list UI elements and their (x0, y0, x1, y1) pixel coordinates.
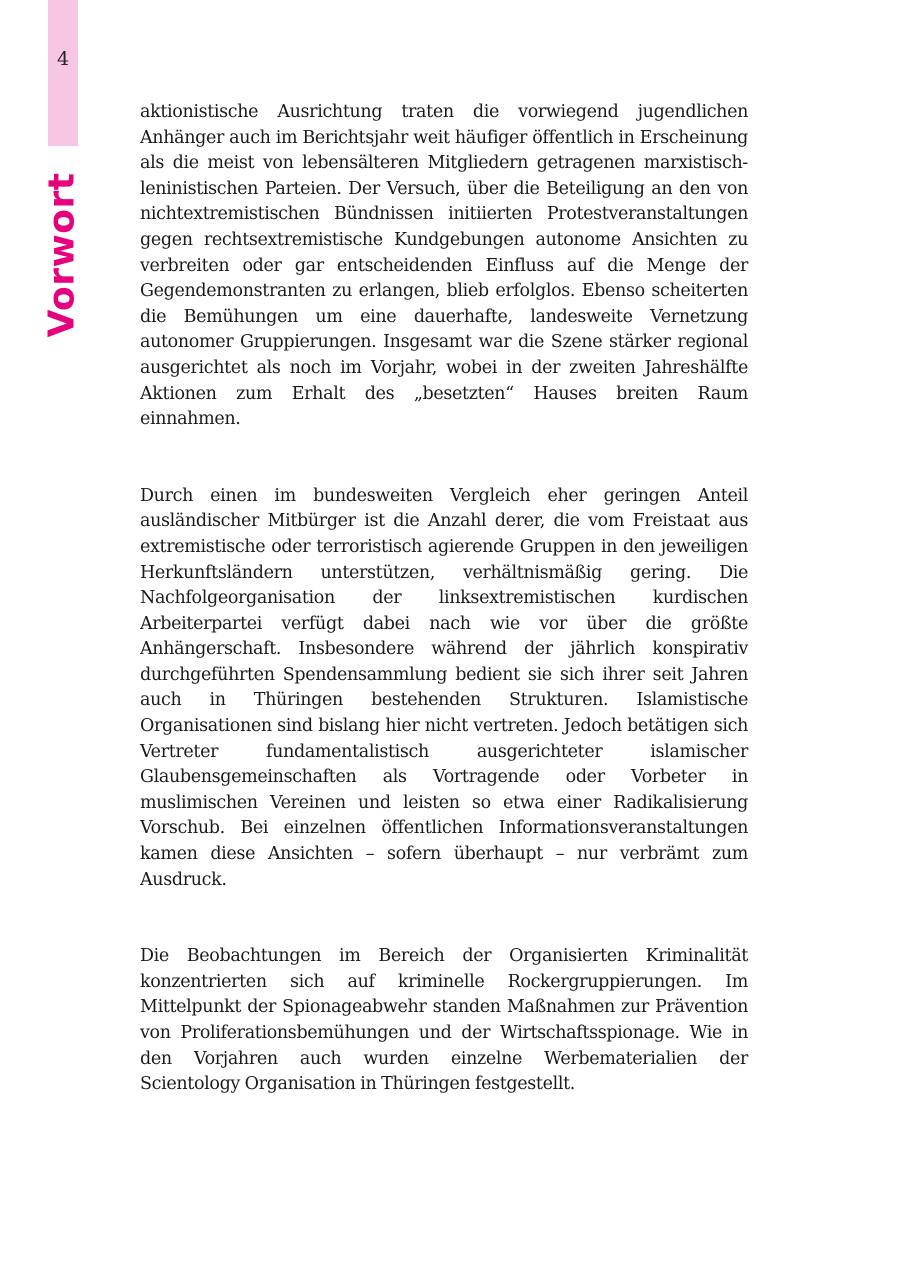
body-text (140, 100, 748, 1098)
paragraph: aktionistische Ausrichtung traten die vorwiegend jugendlichen Anhänger auch im Berichtsjahr weit häufiger öffentlich in Erscheinung als die meist von lebensälteren Mitgliedern getragenen marxistisch-leninistischen Parteien. Der Versuch, über die Beteiligung an den von nichtextremistischen Bündnissen initiierten Protestveranstaltungen gegen rechtsextremistische Kundgebungen autonome Ansichten zu verbreiten oder gar entscheidenden Einfluss auf die Menge der Gegendemonstranten zu erlangen, blieb erfolglos. Ebenso scheiterten die Bemühungen um eine dauerhafte, landesweite Vernetzung autonomer Gruppierungen. Insgesamt war die Szene stärker regional ausgerichtet als noch im Vorjahr, wobei in der zweiten Jahreshälfte Aktionen zum Erhalt des „besetzten“ Hauses breiten Raum einnahmen. (140, 102, 748, 430)
paragraph: Durch einen im bundesweiten Vergleich eher geringen Anteil ausländischer Mitbürger ist die Anzahl derer, die vom Freistaat aus extremistische oder terroristisch agierende Gruppen in den jeweiligen Herkunftsländern unterstützen, verhältnismäßig gering. Die Nachfolgeorganisation der linksextremistischen kurdischen Arbeiterpartei verfügt dabei nach wie vor über die größte Anhängerschaft. Insbesondere während der jährlich konspirativ durchgeführten Spendensammlung bedient sie sich ihrer seit Jahren auch in Thüringen bestehenden Strukturen. Islamistische Organisationen sind bislang hier nicht vertreten. Jedoch betätigen sich Vertreter fundamentalistisch ausgerichteter islamischer Glaubensgemeinschaften als Vortragende oder Vorbeter in muslimischen Vereinen und leisten so etwa einer Radikalisierung Vorschub. Bei einzelnen öffentlichen Informationsveranstaltungen kamen diese Ansichten – sofern überhaupt – nur verbrämt zum Ausdruck. (140, 485, 748, 890)
page-number: 4 (56, 48, 70, 70)
page-tab-marker (48, 0, 78, 146)
section-label: Vorwort (41, 172, 83, 338)
paragraph: Die Beobachtungen im Bereich der Organisierten Kriminalität konzentrierten sich auf kriminelle Rockergruppierungen. Im Mittelpunkt der Spionageabwehr standen Maßnahmen zur Prävention von Proliferationsbemühungen und der Wirtschaftsspionage. Wie in den Vorjahren auch wurden einzelne Werbematerialien der Scientology Organisation in Thüringen festgestellt. (140, 946, 748, 1095)
